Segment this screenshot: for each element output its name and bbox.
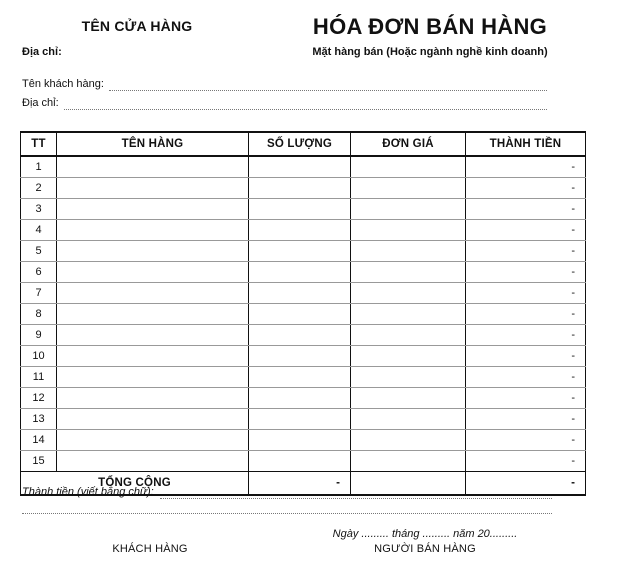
cell-index: 12 <box>21 388 57 409</box>
title-block <box>260 14 600 58</box>
cell-index: 13 <box>21 409 57 430</box>
cell-index: 5 <box>21 241 57 262</box>
cell-price[interactable] <box>351 451 466 472</box>
invoice-items-table <box>20 131 586 496</box>
date-line[interactable]: Ngày ......... tháng ......... năm 20......... <box>332 528 518 540</box>
table-row <box>21 409 586 430</box>
cell-name[interactable] <box>57 283 249 304</box>
cell-price[interactable] <box>351 178 466 199</box>
cell-amount: - <box>466 283 586 304</box>
page-title: HÓA ĐƠN BÁN HÀNG <box>312 14 548 39</box>
cell-quantity[interactable] <box>249 430 351 451</box>
cell-quantity[interactable] <box>249 367 351 388</box>
table-row <box>21 156 586 178</box>
cell-quantity[interactable] <box>249 178 351 199</box>
cell-amount: - <box>466 220 586 241</box>
customer-address-field[interactable] <box>22 97 547 110</box>
cell-index: 14 <box>21 430 57 451</box>
cell-amount: - <box>466 430 586 451</box>
cell-name[interactable] <box>57 304 249 325</box>
column-header-amount: THÀNH TIỀN <box>466 132 586 156</box>
cell-price[interactable] <box>351 156 466 178</box>
customer-address-input[interactable] <box>64 99 547 110</box>
table-row <box>21 241 586 262</box>
cell-quantity[interactable] <box>249 283 351 304</box>
amount-in-words-field[interactable] <box>22 486 552 499</box>
cell-price[interactable] <box>351 430 466 451</box>
table-row <box>21 388 586 409</box>
cell-index: 3 <box>21 199 57 220</box>
cell-index: 11 <box>21 367 57 388</box>
cell-index: 4 <box>21 220 57 241</box>
table-row <box>21 178 586 199</box>
shop-address-label: Địa chỉ: <box>22 46 62 58</box>
table-row <box>21 283 586 304</box>
cell-amount: - <box>466 388 586 409</box>
cell-amount: - <box>466 451 586 472</box>
cell-quantity[interactable] <box>249 241 351 262</box>
cell-name[interactable] <box>57 451 249 472</box>
cell-name[interactable] <box>57 430 249 451</box>
cell-name[interactable] <box>57 367 249 388</box>
amount-in-words-input[interactable] <box>160 488 552 499</box>
customer-signature-label: KHÁCH HÀNG <box>112 543 188 555</box>
cell-quantity[interactable] <box>249 325 351 346</box>
cell-price[interactable] <box>351 388 466 409</box>
cell-price[interactable] <box>351 304 466 325</box>
cell-name[interactable] <box>57 409 249 430</box>
cell-amount: - <box>466 156 586 178</box>
cell-name[interactable] <box>57 178 249 199</box>
table-row <box>21 430 586 451</box>
cell-price[interactable] <box>351 367 466 388</box>
cell-price[interactable] <box>351 241 466 262</box>
total-quantity-value: - <box>249 472 351 496</box>
cell-quantity[interactable] <box>249 388 351 409</box>
table-row <box>21 199 586 220</box>
cell-amount: - <box>466 409 586 430</box>
column-header-qty: SỐ LƯỢNG <box>249 132 351 156</box>
total-amount-value: - <box>466 472 586 496</box>
table-row <box>21 304 586 325</box>
cell-amount: - <box>466 241 586 262</box>
cell-index: 2 <box>21 178 57 199</box>
column-header-name: TÊN HÀNG <box>57 132 249 156</box>
cell-name[interactable] <box>57 262 249 283</box>
cell-amount: - <box>466 325 586 346</box>
column-header-price: ĐƠN GIÁ <box>351 132 466 156</box>
cell-price[interactable] <box>351 346 466 367</box>
cell-amount: - <box>466 199 586 220</box>
cell-price[interactable] <box>351 220 466 241</box>
table-row <box>21 325 586 346</box>
cell-index: 15 <box>21 451 57 472</box>
customer-name-label: Tên khách hàng: <box>22 78 104 90</box>
cell-quantity[interactable] <box>249 304 351 325</box>
cell-name[interactable] <box>57 199 249 220</box>
table-header-row <box>21 132 586 156</box>
shop-name: TÊN CỬA HÀNG <box>81 18 193 34</box>
cell-index: 10 <box>21 346 57 367</box>
cell-price[interactable] <box>351 283 466 304</box>
seller-signature-block <box>310 528 540 555</box>
shop-info-block <box>22 18 252 58</box>
cell-quantity[interactable] <box>249 262 351 283</box>
page-subtitle: Mặt hàng bán (Hoặc ngành nghề kinh doanh) <box>312 46 548 58</box>
customer-name-input[interactable] <box>109 80 547 91</box>
column-header-tt: TT <box>21 132 57 156</box>
table-row <box>21 220 586 241</box>
table-row <box>21 367 586 388</box>
customer-address-label: Địa chỉ: <box>22 97 59 109</box>
cell-quantity[interactable] <box>249 199 351 220</box>
table-row <box>21 451 586 472</box>
cell-quantity[interactable] <box>249 451 351 472</box>
total-label: TỔNG CỘNG <box>21 472 249 496</box>
amount-in-words-input-line2[interactable] <box>22 505 552 514</box>
cell-price[interactable] <box>351 409 466 430</box>
cell-name[interactable] <box>57 346 249 367</box>
cell-name[interactable] <box>57 220 249 241</box>
cell-index: 8 <box>21 304 57 325</box>
cell-index: 1 <box>21 156 57 178</box>
cell-price[interactable] <box>351 262 466 283</box>
customer-name-field[interactable] <box>22 78 547 91</box>
cell-price[interactable] <box>351 325 466 346</box>
cell-amount: - <box>466 346 586 367</box>
cell-amount: - <box>466 178 586 199</box>
cell-amount: - <box>466 262 586 283</box>
cell-amount: - <box>466 367 586 388</box>
cell-name[interactable] <box>57 241 249 262</box>
cell-name[interactable] <box>57 325 249 346</box>
table-row <box>21 262 586 283</box>
cell-quantity[interactable] <box>249 156 351 178</box>
cell-quantity[interactable] <box>249 220 351 241</box>
cell-price[interactable] <box>351 199 466 220</box>
seller-signature-label: NGƯỜI BÁN HÀNG <box>374 543 476 555</box>
table-body <box>21 156 586 472</box>
cell-name[interactable] <box>57 388 249 409</box>
cell-quantity[interactable] <box>249 409 351 430</box>
amount-in-words-label: Thành tiền (viết bằng chữ): <box>22 486 154 498</box>
cell-quantity[interactable] <box>249 346 351 367</box>
table-header <box>21 132 586 156</box>
cell-index: 7 <box>21 283 57 304</box>
table-row <box>21 346 586 367</box>
cell-amount: - <box>466 304 586 325</box>
cell-index: 9 <box>21 325 57 346</box>
cell-name[interactable] <box>57 156 249 178</box>
cell-index: 6 <box>21 262 57 283</box>
